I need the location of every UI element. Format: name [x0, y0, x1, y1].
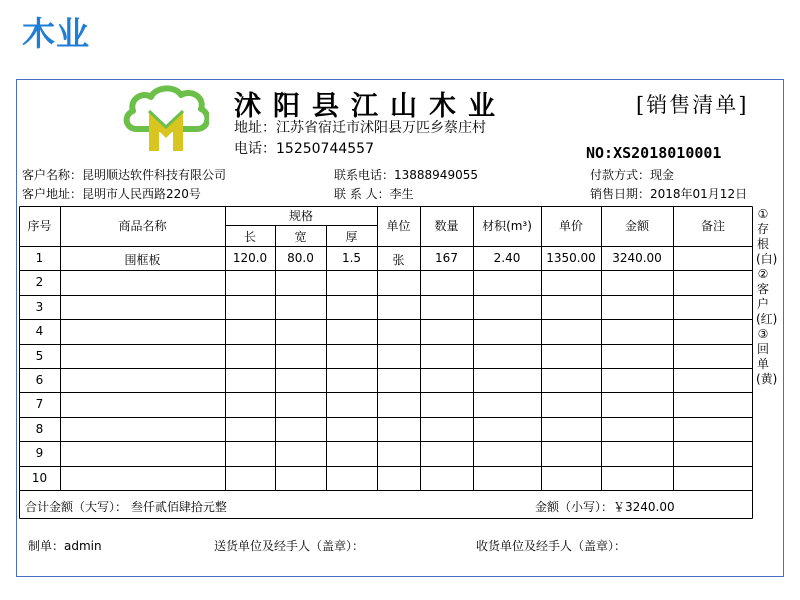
cell-seq: 1 — [35, 251, 44, 265]
cell-product: 围框板 — [124, 253, 161, 267]
cell-amount: 3240.00 — [612, 251, 662, 265]
cell-seq: 6 — [35, 373, 44, 387]
total-amount-upper: 合计金额（大写）： 叁仟贰佰肆拾元整 — [25, 500, 227, 514]
header-remark: 备注 — [700, 219, 725, 233]
copy-distribution-note: ①存根(白)②客户(红)③回单(黄) — [756, 207, 778, 386]
header-unit: 单位 — [386, 219, 411, 233]
header-qty: 数量 — [434, 219, 459, 233]
contact-person: 联 系 人：李生 — [334, 187, 414, 201]
cell-seq: 7 — [35, 397, 44, 412]
cell-seq: 3 — [35, 299, 44, 314]
footer-delivery-signature: 送货单位及经手人（盖章）： — [214, 539, 365, 553]
contact-phone: 联系电话：13888949055 — [334, 168, 478, 182]
header-amount: 金额 — [624, 219, 649, 233]
document-type: [销售清单] — [636, 93, 749, 117]
header-seq: 序号 — [27, 219, 52, 233]
header-price: 单价 — [558, 219, 583, 233]
customer-address: 客户地址：昆明市人民西路220号 — [22, 187, 201, 201]
footer-receiver-signature: 收货单位及经手人（盖章）： — [476, 539, 627, 553]
page-title: 木业 — [22, 14, 90, 53]
header-product: 商品名称 — [118, 219, 167, 233]
header-volume: 材积(m³) — [482, 219, 532, 233]
cell-seq: 2 — [35, 275, 44, 290]
payment-method: 付款方式：现金 — [590, 168, 675, 182]
sales-table — [19, 206, 753, 519]
company-name: 沭阳县江山木业 — [234, 91, 507, 122]
header-spec: 规格 — [288, 209, 313, 223]
document-number: NO:XS2018010001 — [586, 144, 722, 162]
cell-thickness: 1.5 — [341, 251, 362, 265]
customer-name: 客户名称：昆明顺达软件科技有限公司 — [22, 168, 227, 182]
cell-length: 120.0 — [232, 251, 268, 265]
header-width: 宽 — [294, 230, 307, 244]
header-length: 长 — [243, 230, 256, 244]
cell-seq: 9 — [35, 446, 44, 461]
cell-width: 80.0 — [287, 251, 314, 265]
cell-seq: 10 — [31, 470, 48, 485]
cell-unit: 张 — [392, 253, 405, 267]
cell-qty: 167 — [435, 251, 458, 265]
cell-price: 1350.00 — [546, 251, 596, 265]
company-phone: 电话：15250744557 — [234, 141, 374, 157]
header-thickness: 厚 — [345, 230, 358, 244]
footer-maker: 制单：admin — [28, 539, 102, 553]
cell-seq: 4 — [35, 324, 44, 339]
total-amount-lower: 金额（小写）：￥3240.00 — [535, 500, 675, 514]
tree-m-logo-icon — [123, 85, 209, 155]
company-address: 地址：江苏省宿迁市沭阳县万匹乡蔡庄村 — [234, 120, 486, 136]
cell-seq: 5 — [35, 348, 44, 363]
cell-seq: 8 — [35, 421, 44, 436]
sale-date: 销售日期：2018年01月12日 — [590, 187, 748, 201]
cell-volume: 2.40 — [493, 251, 521, 265]
